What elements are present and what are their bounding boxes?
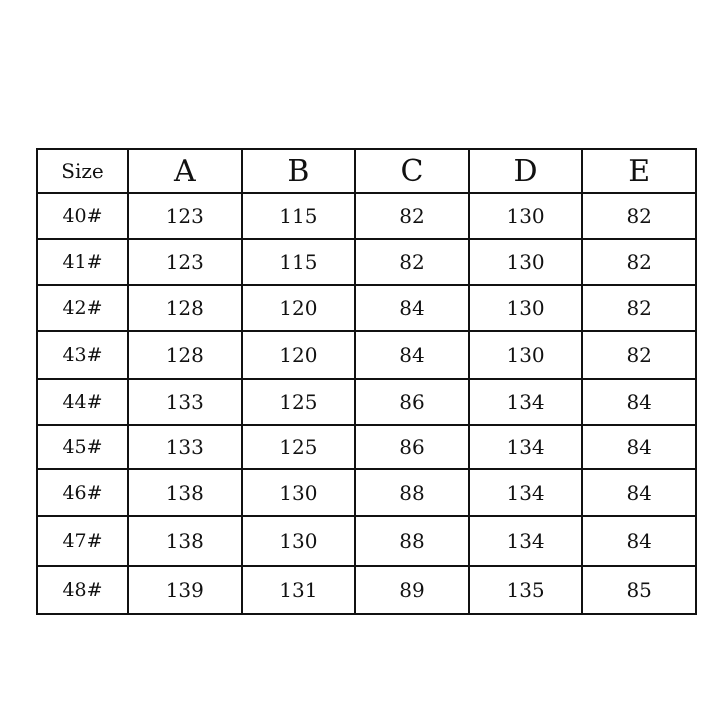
- measurement-cell: 133: [128, 379, 242, 425]
- measurement-cell: 134: [469, 516, 583, 566]
- table-row: [37, 566, 696, 614]
- measurement-cell: 120: [242, 331, 356, 379]
- size-cell: 41#: [37, 239, 128, 285]
- table-row: [37, 469, 696, 516]
- size-cell: 46#: [37, 469, 128, 516]
- column-c-header: C: [355, 149, 469, 193]
- measurement-cell: 82: [355, 239, 469, 285]
- size-cell: 43#: [37, 331, 128, 379]
- measurement-cell: 88: [355, 516, 469, 566]
- measurement-cell: 134: [469, 469, 583, 516]
- table-row: [37, 379, 696, 425]
- column-e-header: E: [582, 149, 696, 193]
- measurement-cell: 120: [242, 285, 356, 331]
- measurement-cell: 134: [469, 425, 583, 469]
- measurement-cell: 88: [355, 469, 469, 516]
- measurement-cell: 130: [242, 516, 356, 566]
- size-cell: 44#: [37, 379, 128, 425]
- table-row: [37, 516, 696, 566]
- measurement-cell: 128: [128, 331, 242, 379]
- measurement-cell: 84: [582, 425, 696, 469]
- measurement-cell: 128: [128, 285, 242, 331]
- measurement-cell: 82: [582, 331, 696, 379]
- table-row: [37, 193, 696, 239]
- measurement-cell: 82: [582, 285, 696, 331]
- measurement-cell: 139: [128, 566, 242, 614]
- measurement-cell: 84: [582, 469, 696, 516]
- table-row: [37, 239, 696, 285]
- measurement-cell: 84: [355, 285, 469, 331]
- measurement-cell: 134: [469, 379, 583, 425]
- measurement-cell: 130: [469, 331, 583, 379]
- measurement-cell: 115: [242, 239, 356, 285]
- measurement-cell: 84: [582, 516, 696, 566]
- table-row: [37, 331, 696, 379]
- table-row: [37, 285, 696, 331]
- measurement-cell: 84: [355, 331, 469, 379]
- column-b-header: B: [242, 149, 356, 193]
- measurement-cell: 130: [469, 239, 583, 285]
- size-cell: 48#: [37, 566, 128, 614]
- size-cell: 45#: [37, 425, 128, 469]
- column-d-header: D: [469, 149, 583, 193]
- measurement-cell: 89: [355, 566, 469, 614]
- measurement-cell: 82: [355, 193, 469, 239]
- measurement-cell: 125: [242, 379, 356, 425]
- measurement-cell: 85: [582, 566, 696, 614]
- size-cell: 42#: [37, 285, 128, 331]
- measurement-cell: 138: [128, 516, 242, 566]
- measurement-cell: 131: [242, 566, 356, 614]
- size-chart-table: [36, 148, 697, 615]
- measurement-cell: 133: [128, 425, 242, 469]
- column-a-header: A: [128, 149, 242, 193]
- table-header-row: [37, 149, 696, 193]
- size-cell: 47#: [37, 516, 128, 566]
- measurement-cell: 138: [128, 469, 242, 516]
- size-cell: 40#: [37, 193, 128, 239]
- measurement-cell: 115: [242, 193, 356, 239]
- measurement-cell: 82: [582, 239, 696, 285]
- measurement-cell: 84: [582, 379, 696, 425]
- measurement-cell: 123: [128, 193, 242, 239]
- table-row: [37, 425, 696, 469]
- measurement-cell: 86: [355, 379, 469, 425]
- measurement-cell: 130: [469, 285, 583, 331]
- table-body: [37, 193, 696, 614]
- measurement-cell: 130: [242, 469, 356, 516]
- measurement-cell: 86: [355, 425, 469, 469]
- measurement-cell: 123: [128, 239, 242, 285]
- measurement-cell: 125: [242, 425, 356, 469]
- measurement-cell: 82: [582, 193, 696, 239]
- measurement-cell: 135: [469, 566, 583, 614]
- size-column-header: Size: [37, 149, 128, 193]
- measurement-cell: 130: [469, 193, 583, 239]
